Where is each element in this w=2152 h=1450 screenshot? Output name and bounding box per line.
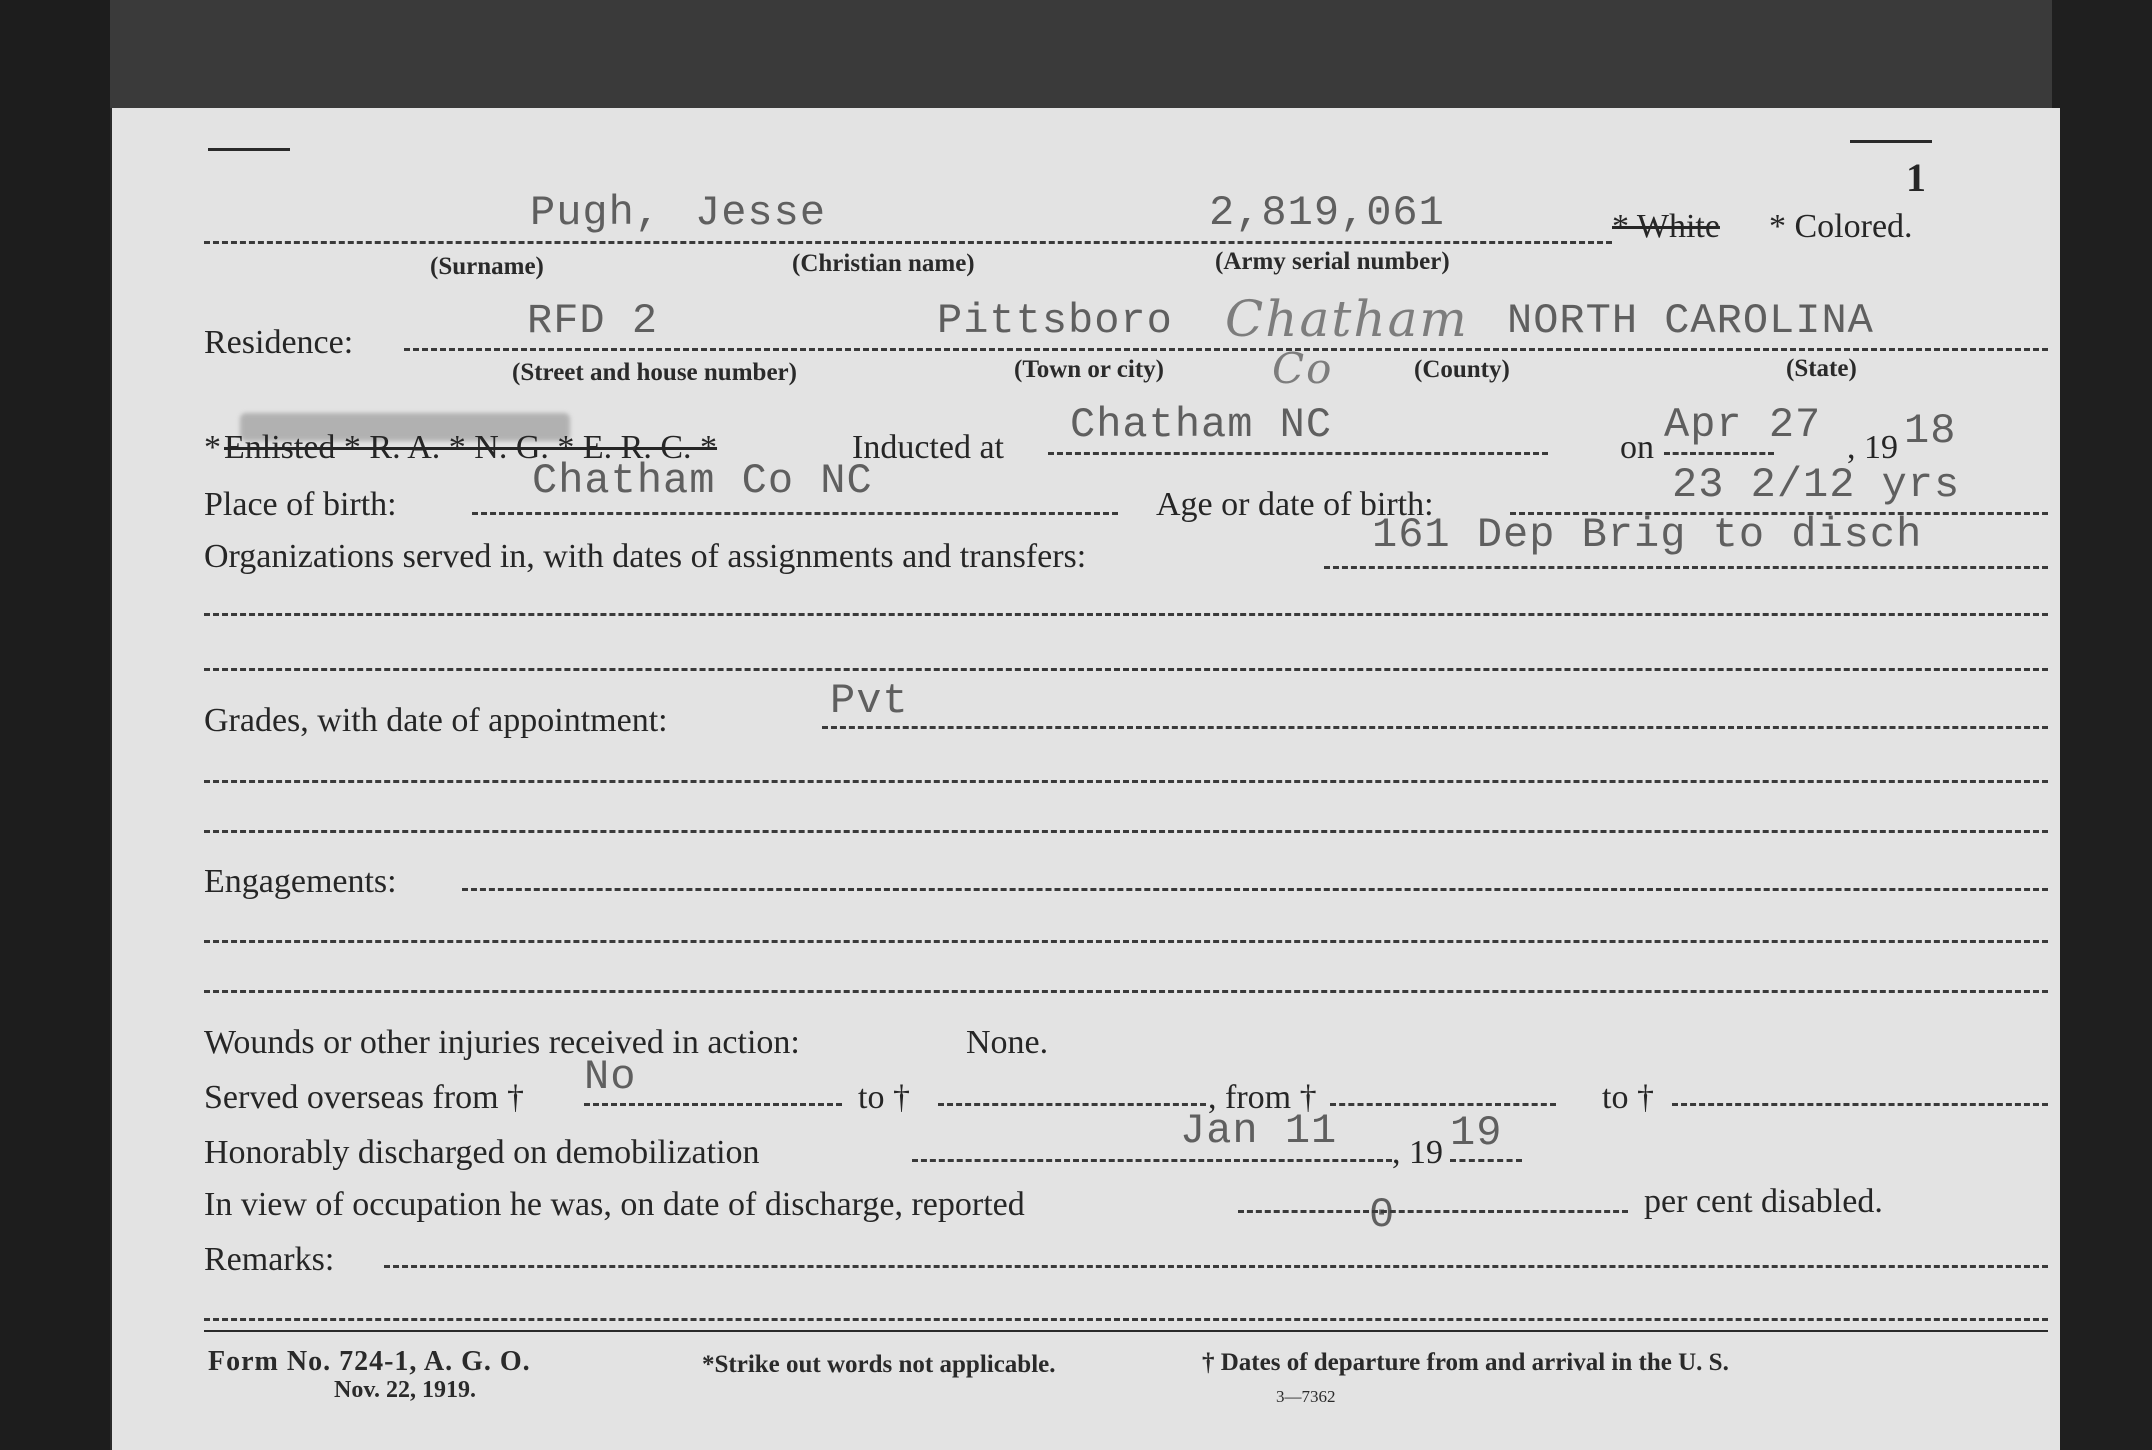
place-of-birth-value: Chatham Co NC bbox=[532, 457, 873, 505]
overseas-to2-label: to † bbox=[1602, 1079, 1654, 1116]
street-value: RFD 2 bbox=[527, 297, 659, 345]
caption-surname: (Surname) bbox=[430, 253, 544, 280]
discharge-year-value: 19 bbox=[1450, 1109, 1503, 1157]
discharge-date-line bbox=[912, 1159, 1392, 1162]
footer-rule bbox=[204, 1330, 2048, 1332]
card-number: 1 bbox=[1906, 155, 1926, 200]
caption-street: (Street and house number) bbox=[512, 359, 797, 386]
engagements-line-2 bbox=[204, 940, 2048, 943]
discharge-label: Honorably discharged on demobilization bbox=[204, 1134, 760, 1171]
remarks-label: Remarks: bbox=[204, 1241, 335, 1278]
caption-serial-number: (Army serial number) bbox=[1215, 248, 1450, 275]
print-code: 3—7362 bbox=[1276, 1387, 1336, 1406]
colored-option: * Colored. bbox=[1769, 208, 1913, 245]
discharge-year-line bbox=[1450, 1159, 1522, 1162]
service-record-card bbox=[112, 108, 2060, 1450]
overseas-to2-line bbox=[1672, 1103, 2048, 1106]
induction-on-label: on bbox=[1620, 429, 1654, 466]
grades-label: Grades, with date of appointment: bbox=[204, 702, 668, 739]
surname-value: Pugh, bbox=[530, 189, 662, 237]
remarks-line-2 bbox=[204, 1318, 2048, 1321]
top-left-rule bbox=[208, 148, 290, 151]
town-value: Pittsboro bbox=[937, 297, 1173, 345]
overseas-label: Served overseas from † bbox=[204, 1079, 525, 1116]
caption-christian-name: (Christian name) bbox=[792, 250, 975, 277]
remarks-line-1 bbox=[384, 1265, 2048, 1268]
disability-value: 0 bbox=[1369, 1191, 1396, 1239]
engagements-label: Engagements: bbox=[204, 863, 397, 900]
overseas-from2-label: , from † bbox=[1208, 1079, 1317, 1116]
induction-label: Inducted at bbox=[852, 429, 1004, 466]
engagements-line-1 bbox=[462, 888, 2048, 891]
overseas-from-line bbox=[584, 1103, 842, 1106]
strike-note: *Strike out words not applicable. bbox=[702, 1351, 1056, 1378]
overseas-to-line bbox=[938, 1103, 1206, 1106]
white-option: * White bbox=[1612, 208, 1720, 245]
overseas-from-value: No bbox=[584, 1053, 637, 1101]
grades-value: Pvt bbox=[830, 677, 909, 725]
top-right-rule bbox=[1850, 140, 1932, 143]
induction-label-struck: Enlisted * R. A. * N. G. * E. R. C. * bbox=[224, 429, 718, 466]
name-line bbox=[204, 241, 1612, 244]
wounds-label: Wounds or other injuries received in action: bbox=[204, 1024, 800, 1061]
engagements-line-3 bbox=[204, 990, 2048, 993]
scan-background-right bbox=[2052, 0, 2152, 1450]
overseas-from2-line bbox=[1330, 1103, 1556, 1106]
induction-date-line bbox=[1664, 452, 1774, 455]
scan-background-top bbox=[0, 0, 2152, 108]
induction-label-prefix: * bbox=[204, 429, 221, 466]
discharge-date-value: Jan 11 bbox=[1180, 1107, 1338, 1155]
caption-county: (County) bbox=[1414, 356, 1510, 383]
induction-year-prefix: , 19 bbox=[1847, 429, 1898, 466]
overseas-to-label: to † bbox=[858, 1079, 910, 1116]
discharge-year-prefix: , 19 bbox=[1392, 1134, 1443, 1171]
place-of-birth-line bbox=[472, 512, 1118, 515]
grades-line-2 bbox=[204, 780, 2048, 783]
county-handwritten-value: Chatham bbox=[1225, 290, 1469, 348]
state-value: NORTH CAROLINA bbox=[1507, 297, 1874, 345]
organizations-value: 161 Dep Brig to disch bbox=[1372, 511, 1923, 559]
disability-line bbox=[1238, 1210, 1628, 1213]
scan-background-left bbox=[0, 0, 110, 1450]
serial-number-value: 2,819,061 bbox=[1209, 189, 1445, 237]
grades-line-3 bbox=[204, 830, 2048, 833]
christian-name-value: Jesse bbox=[695, 189, 827, 237]
residence-label: Residence: bbox=[204, 324, 354, 361]
county-abbrev-handwritten: Co bbox=[1272, 344, 1334, 393]
grades-line-1 bbox=[822, 726, 2048, 729]
form-number: Form No. 724-1, A. G. O. bbox=[208, 1346, 531, 1377]
residence-line bbox=[404, 348, 2048, 351]
induction-year-value: 18 bbox=[1904, 407, 1957, 455]
organizations-line-3 bbox=[204, 668, 2048, 671]
wounds-value: None. bbox=[966, 1024, 1049, 1061]
induction-place-line bbox=[1048, 452, 1548, 455]
dates-note: † Dates of departure from and arrival in the U. S. bbox=[1202, 1349, 1729, 1376]
disability-label: In view of occupation he was, on date of discharge, reported bbox=[204, 1186, 1025, 1223]
caption-state: (State) bbox=[1786, 355, 1857, 382]
disability-suffix: per cent disabled. bbox=[1644, 1183, 1883, 1220]
organizations-line-2 bbox=[204, 613, 2048, 616]
organizations-label: Organizations served in, with dates of assignments and transfers: bbox=[204, 538, 1087, 575]
caption-town: (Town or city) bbox=[1014, 356, 1164, 383]
age-label: Age or date of birth: bbox=[1156, 486, 1434, 523]
induction-place-value: Chatham NC bbox=[1070, 401, 1333, 449]
organizations-line-1 bbox=[1324, 566, 2048, 569]
induction-date-value: Apr 27 bbox=[1664, 401, 1822, 449]
place-of-birth-label: Place of birth: bbox=[204, 486, 397, 523]
age-value: 23 2/12 yrs bbox=[1672, 461, 1961, 509]
form-date: Nov. 22, 1919. bbox=[334, 1377, 477, 1403]
